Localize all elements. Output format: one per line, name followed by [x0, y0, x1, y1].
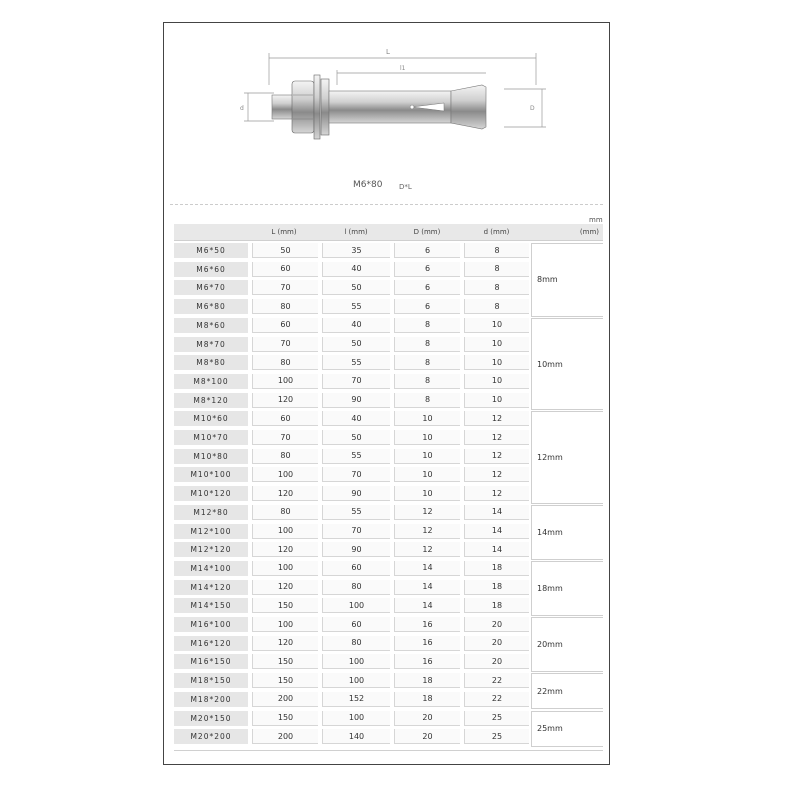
value-cell: 12 [464, 467, 529, 482]
value-cell: 22 [464, 692, 529, 707]
table-row [174, 579, 531, 596]
anchor-size-group: 10mm [531, 318, 603, 411]
value-cell: 18 [394, 692, 460, 707]
value-cell: 12 [464, 486, 529, 501]
model-cell: M12*100 [174, 524, 248, 539]
model-cell: M14*100 [174, 561, 248, 576]
table-row [174, 392, 531, 409]
anchor-size-group: 14mm [531, 505, 603, 560]
anchor-size-group: 20mm [531, 617, 603, 672]
header-D: D (mm) [392, 224, 462, 241]
value-cell: 10 [394, 486, 460, 501]
value-cell: 12 [464, 411, 529, 426]
value-cell: 6 [394, 262, 460, 277]
value-cell: 14 [464, 505, 529, 520]
value-cell: 150 [252, 654, 318, 669]
value-cell: 120 [252, 486, 318, 501]
value-cell: 18 [464, 598, 529, 613]
value-cell: 18 [464, 580, 529, 595]
value-cell: 10 [464, 355, 529, 370]
table-row [174, 410, 531, 427]
value-cell: 40 [322, 318, 390, 333]
value-cell: 150 [252, 598, 318, 613]
value-cell: 200 [252, 692, 318, 707]
value-cell: 10 [394, 411, 460, 426]
value-cell: 100 [322, 654, 390, 669]
value-cell: 70 [252, 430, 318, 445]
table-row [174, 485, 531, 502]
value-cell: 14 [464, 524, 529, 539]
value-cell: 8 [394, 337, 460, 352]
value-cell: 100 [322, 711, 390, 726]
anchor-bolt-drawing [164, 23, 610, 203]
value-cell: 100 [252, 617, 318, 632]
value-cell: 90 [322, 486, 390, 501]
value-cell: 100 [252, 374, 318, 389]
value-cell: 8 [464, 262, 529, 277]
value-cell: 90 [322, 542, 390, 557]
value-cell: 10 [464, 374, 529, 389]
model-cell: M6*70 [174, 280, 248, 295]
model-cell: M16*120 [174, 636, 248, 651]
value-cell: 140 [322, 729, 390, 744]
value-cell: 14 [394, 561, 460, 576]
table-row [174, 261, 531, 278]
value-cell: 70 [322, 467, 390, 482]
section-divider [170, 204, 603, 205]
table-row [174, 523, 531, 540]
value-cell: 100 [252, 467, 318, 482]
value-cell: 80 [252, 505, 318, 520]
anchor-size-group: 25mm [531, 711, 603, 747]
table-row [174, 672, 531, 689]
value-cell: 10 [394, 467, 460, 482]
value-cell: 80 [252, 449, 318, 464]
value-cell: 60 [252, 411, 318, 426]
header-unit: (mm) [531, 224, 603, 241]
value-cell: 12 [394, 524, 460, 539]
value-cell: 100 [322, 598, 390, 613]
table-row [174, 354, 531, 371]
value-cell: 8 [464, 243, 529, 258]
spec-sheet [163, 22, 610, 765]
value-cell: 10 [394, 430, 460, 445]
table-row [174, 279, 531, 296]
value-cell: 55 [322, 505, 390, 520]
dim-l1-label: l1 [400, 65, 406, 72]
value-cell: 60 [252, 318, 318, 333]
value-cell: 50 [322, 430, 390, 445]
table-row [174, 560, 531, 577]
table-row [174, 336, 531, 353]
value-cell: 6 [394, 299, 460, 314]
value-cell: 80 [252, 355, 318, 370]
model-cell: M20*200 [174, 729, 248, 744]
value-cell: 12 [394, 505, 460, 520]
value-cell: 14 [394, 580, 460, 595]
model-cell: M16*150 [174, 654, 248, 669]
value-cell: 18 [394, 673, 460, 688]
model-cell: M12*120 [174, 542, 248, 557]
value-cell: 152 [322, 692, 390, 707]
model-cell: M10*120 [174, 486, 248, 501]
drawing-caption-format: D*L [399, 183, 412, 191]
value-cell: 55 [322, 449, 390, 464]
value-cell: 150 [252, 673, 318, 688]
value-cell: 8 [394, 374, 460, 389]
table-row [174, 242, 531, 259]
table-row [174, 317, 531, 334]
value-cell: 120 [252, 393, 318, 408]
value-cell: 25 [464, 729, 529, 744]
value-cell: 60 [252, 262, 318, 277]
model-cell: M8*60 [174, 318, 248, 333]
model-cell: M14*150 [174, 598, 248, 613]
value-cell: 14 [394, 598, 460, 613]
value-cell: 50 [322, 280, 390, 295]
value-cell: 100 [252, 524, 318, 539]
value-cell: 8 [464, 280, 529, 295]
model-cell: M18*200 [174, 692, 248, 707]
value-cell: 25 [464, 711, 529, 726]
header-l: l (mm) [320, 224, 392, 241]
value-cell: 80 [252, 299, 318, 314]
model-cell: M10*80 [174, 449, 248, 464]
value-cell: 6 [394, 280, 460, 295]
value-cell: 10 [464, 337, 529, 352]
value-cell: 100 [322, 673, 390, 688]
model-cell: M6*60 [174, 262, 248, 277]
drawing-caption-model: M6*80 [353, 180, 383, 190]
model-cell: M14*120 [174, 580, 248, 595]
dim-L-label: L [386, 48, 390, 56]
table-row [174, 541, 531, 558]
value-cell: 80 [322, 580, 390, 595]
value-cell: 55 [322, 355, 390, 370]
value-cell: 20 [464, 617, 529, 632]
model-cell: M10*70 [174, 430, 248, 445]
value-cell: 90 [322, 393, 390, 408]
model-cell: M8*100 [174, 374, 248, 389]
table-row [174, 448, 531, 465]
value-cell: 8 [394, 393, 460, 408]
value-cell: 6 [394, 243, 460, 258]
value-cell: 12 [394, 542, 460, 557]
model-cell: M8*80 [174, 355, 248, 370]
anchor-size-group: 22mm [531, 673, 603, 709]
table-unit-label: mm [589, 216, 603, 224]
model-cell: M16*100 [174, 617, 248, 632]
value-cell: 14 [464, 542, 529, 557]
value-cell: 20 [464, 636, 529, 651]
table-row [174, 691, 531, 708]
header-model [174, 224, 248, 241]
table-row [174, 466, 531, 483]
value-cell: 100 [252, 561, 318, 576]
model-cell: M10*60 [174, 411, 248, 426]
table-row [174, 298, 531, 315]
value-cell: 120 [252, 580, 318, 595]
value-cell: 12 [464, 449, 529, 464]
table-row [174, 728, 531, 745]
value-cell: 10 [464, 393, 529, 408]
value-cell: 50 [322, 337, 390, 352]
table-bottom-rule [174, 750, 603, 751]
value-cell: 20 [394, 729, 460, 744]
value-cell: 16 [394, 636, 460, 651]
value-cell: 20 [394, 711, 460, 726]
value-cell: 16 [394, 617, 460, 632]
value-cell: 8 [394, 355, 460, 370]
model-cell: M20*150 [174, 711, 248, 726]
table-row [174, 710, 531, 727]
value-cell: 60 [322, 561, 390, 576]
model-cell: M18*150 [174, 673, 248, 688]
anchor-size-group: 8mm [531, 243, 603, 317]
model-cell: M6*50 [174, 243, 248, 258]
value-cell: 12 [464, 430, 529, 445]
value-cell: 70 [322, 524, 390, 539]
value-cell: 10 [394, 449, 460, 464]
value-cell: 55 [322, 299, 390, 314]
value-cell: 10 [464, 318, 529, 333]
value-cell: 20 [464, 654, 529, 669]
anchor-size-group: 12mm [531, 411, 603, 504]
value-cell: 35 [322, 243, 390, 258]
value-cell: 150 [252, 711, 318, 726]
model-cell: M8*70 [174, 337, 248, 352]
model-cell: M8*120 [174, 393, 248, 408]
value-cell: 50 [252, 243, 318, 258]
value-cell: 70 [252, 280, 318, 295]
table-row [174, 373, 531, 390]
dim-D-label: D [530, 105, 535, 112]
value-cell: 8 [464, 299, 529, 314]
table-row [174, 635, 531, 652]
table-row [174, 504, 531, 521]
value-cell: 22 [464, 673, 529, 688]
table-row [174, 429, 531, 446]
value-cell: 120 [252, 542, 318, 557]
value-cell: 120 [252, 636, 318, 651]
value-cell: 70 [322, 374, 390, 389]
value-cell: 40 [322, 262, 390, 277]
header-L: L (mm) [248, 224, 320, 241]
value-cell: 60 [322, 617, 390, 632]
dim-d-label: d [240, 105, 244, 112]
table-row [174, 597, 531, 614]
value-cell: 18 [464, 561, 529, 576]
model-cell: M12*80 [174, 505, 248, 520]
model-cell: M10*100 [174, 467, 248, 482]
anchor-size-group: 18mm [531, 561, 603, 616]
value-cell: 80 [322, 636, 390, 651]
header-d: d (mm) [462, 224, 531, 241]
model-cell: M6*80 [174, 299, 248, 314]
value-cell: 8 [394, 318, 460, 333]
value-cell: 70 [252, 337, 318, 352]
value-cell: 16 [394, 654, 460, 669]
table-row [174, 653, 531, 670]
table-row [174, 616, 531, 633]
value-cell: 40 [322, 411, 390, 426]
value-cell: 200 [252, 729, 318, 744]
